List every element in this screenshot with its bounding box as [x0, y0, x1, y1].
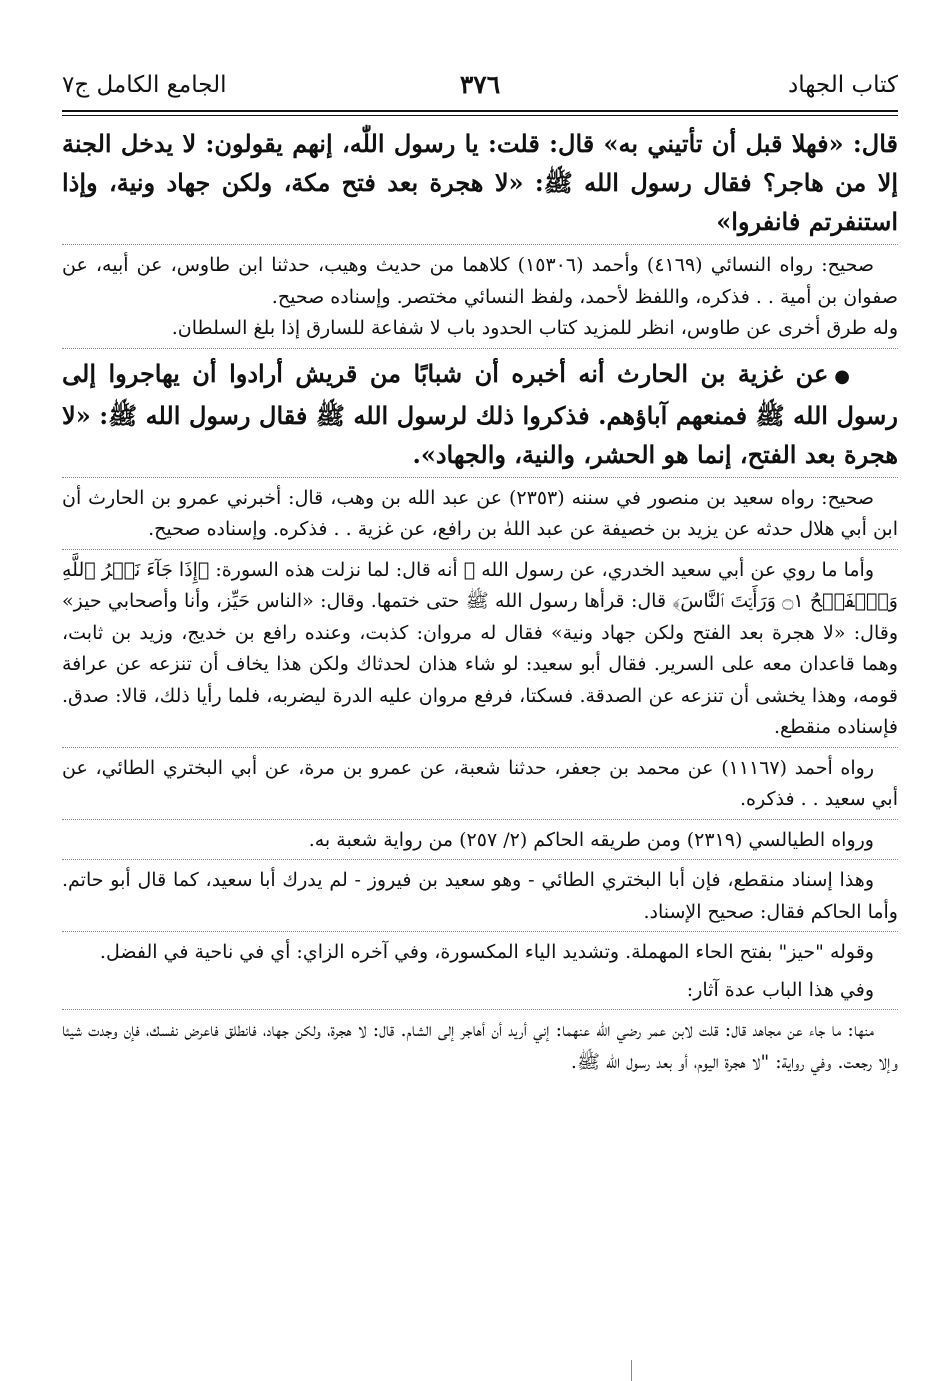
commentary-abu-saeed: وأما ما روي عن أبي سعيد الخدري، عن رسول الله ﷺ أنه قال: لما نزلت هذه السورة: ﴿إِذَا جَآءَ نَصۡرُ ٱللَّهِ وَٱلۡفَتۡحُ ۝١ وَرَأَيۡتَ ٱلنَّاسَ﴾ قال: قرأها رسول الله ﷺ حتى ختمها. وقال: «الناس حَيِّز، وأنا وأصحابي حيز» وقال: «لا هجرة بعد الفتح ولكن جهاد ونية» فقال له مروان: كذبت، وعنده رافع بن خديج، وزيد بن ثابت، وهما قاعدان معه على السرير. فقال أبو سعيد: لو شاء هذان لحدثاك ولكن هذا يخاف أن تنزعه عن عرافة قومه، وهذا يخشى أن تنزعه عن الصدقة. فسكتا، فرفع مروان عليه الدرة ليضربه، فلما رأيا ذلك، قالا: صدق. فإسناده منقطع.: [62, 558, 898, 738]
hadith-text-1: قال: «فهلا قبل أن تأتيني به» قال: قلت: يا رسول اللّٰه، إنهم يقولون: لا يدخل الجنة إلا من هاجر؟ فقال رسول الله ﷺ: «لا هجرة بعد فتح مكة، ولكن جهاد ونية، وإذا استنفرتم فانفروا»: [62, 129, 898, 236]
section-divider: [62, 477, 898, 478]
hadith-text-2-body: عن غزية بن الحارث أنه أخبره أن شبابًا من قريش أرادوا أن يهاجروا إلى رسول الله ﷺ فمنعهم آباؤهم. فذكروا ذلك لرسول الله ﷺ فقال رسول الله ﷺ: «لا هجرة بعد الفتح، إنما هو الحشر، والنية، والجهاد».: [62, 358, 898, 469]
chapter-title: كتاب الجهاد: [788, 72, 898, 98]
running-header: [62, 60, 898, 110]
takhrij-ahmad: رواه أحمد (١١١٦٧) عن محمد بن جعفر، حدثنا شعبة، عن عمرو بن مرة، عن أبي البختري الطائي، عن أبي سعيد . . فذكره.: [62, 756, 898, 810]
takhrij-note-3: صحيح: رواه سعيد بن منصور في سننه (٢٣٥٣) عن عبد الله بن وهب، قال: أخبرني عمرو بن الحارث أن ابن أبي هلال حدثه عن يزيد بن خصيفة عن عبد اللهٰ بن رافع، عن غزية . . فذكره. وإسناده صحيح.: [62, 486, 898, 540]
takhrij-tayalisi: ورواه الطيالسي (٢٣١٩) ومن طريقه الحاكم (٢/ ٢٥٧) من رواية شعبة به.: [308, 828, 874, 851]
section-divider: [62, 859, 898, 860]
page-number: ٣٧٦: [459, 70, 501, 99]
section-divider: [62, 1009, 898, 1010]
section-divider: [62, 931, 898, 932]
bullet-icon: ●: [834, 365, 850, 387]
section-divider: [62, 819, 898, 820]
athar-intro: وفي هذا الباب عدة آثار:: [686, 978, 874, 1001]
page-edge-mark: [631, 1360, 632, 1381]
book-page: [62, 60, 898, 1078]
takhrij-note-2: وله طرق أخرى عن طاوس، انظر للمزيد كتاب الحدود باب لا شفاعة للسارق إذا بلغ السلطان.: [171, 317, 898, 339]
section-divider: [62, 244, 898, 245]
isnad-assessment: وهذا إسناد منقطع، فإن أبا البختري الطائي - وهو سعيد بن فيروز - لم يدرك أبا سعيد، كما قال أبو حاتم. وأما الحاكم فقال: صحيح الإسناد.: [62, 869, 898, 923]
word-explanation: وقوله "حيز" بفتح الحاء المهملة. وتشديد الياء المكسورة، وفي آخره الزاي: أي في ناحية في الفضل.: [99, 941, 874, 963]
takhrij-note-1: صحيح: رواه النسائي (٤١٦٩) وأحمد (١٥٣٠٦) كلاهما من حديث وهيب، حدثنا ابن طاوس، عن أبيه، عن صفوان بن أمية . . فذكره، واللفظ لأحمد، ولفظ النسائي مختصر. وإسناده صحيح.: [62, 254, 898, 308]
header-rule: [62, 110, 898, 116]
section-divider: [62, 348, 898, 349]
athar-mujahid: منها: ما جاء عن مجاهد قال: قلت لابن عمر رضي الله عنهما: إني أريد أن أهاجر إلى الشام. قال: لا هجرة، ولكن جهاد، فانطلق فاعرض نفسك، فإن وجدت شيئا وإلا رجعت. وفي رواية: "لا هجرة اليوم، أو بعد رسول الله ﷺ.: [62, 1019, 898, 1073]
hadith-text-2: [62, 354, 898, 474]
section-divider: [62, 549, 898, 550]
section-divider: [62, 747, 898, 748]
book-title: الجامع الكامل ج٧: [62, 72, 227, 98]
